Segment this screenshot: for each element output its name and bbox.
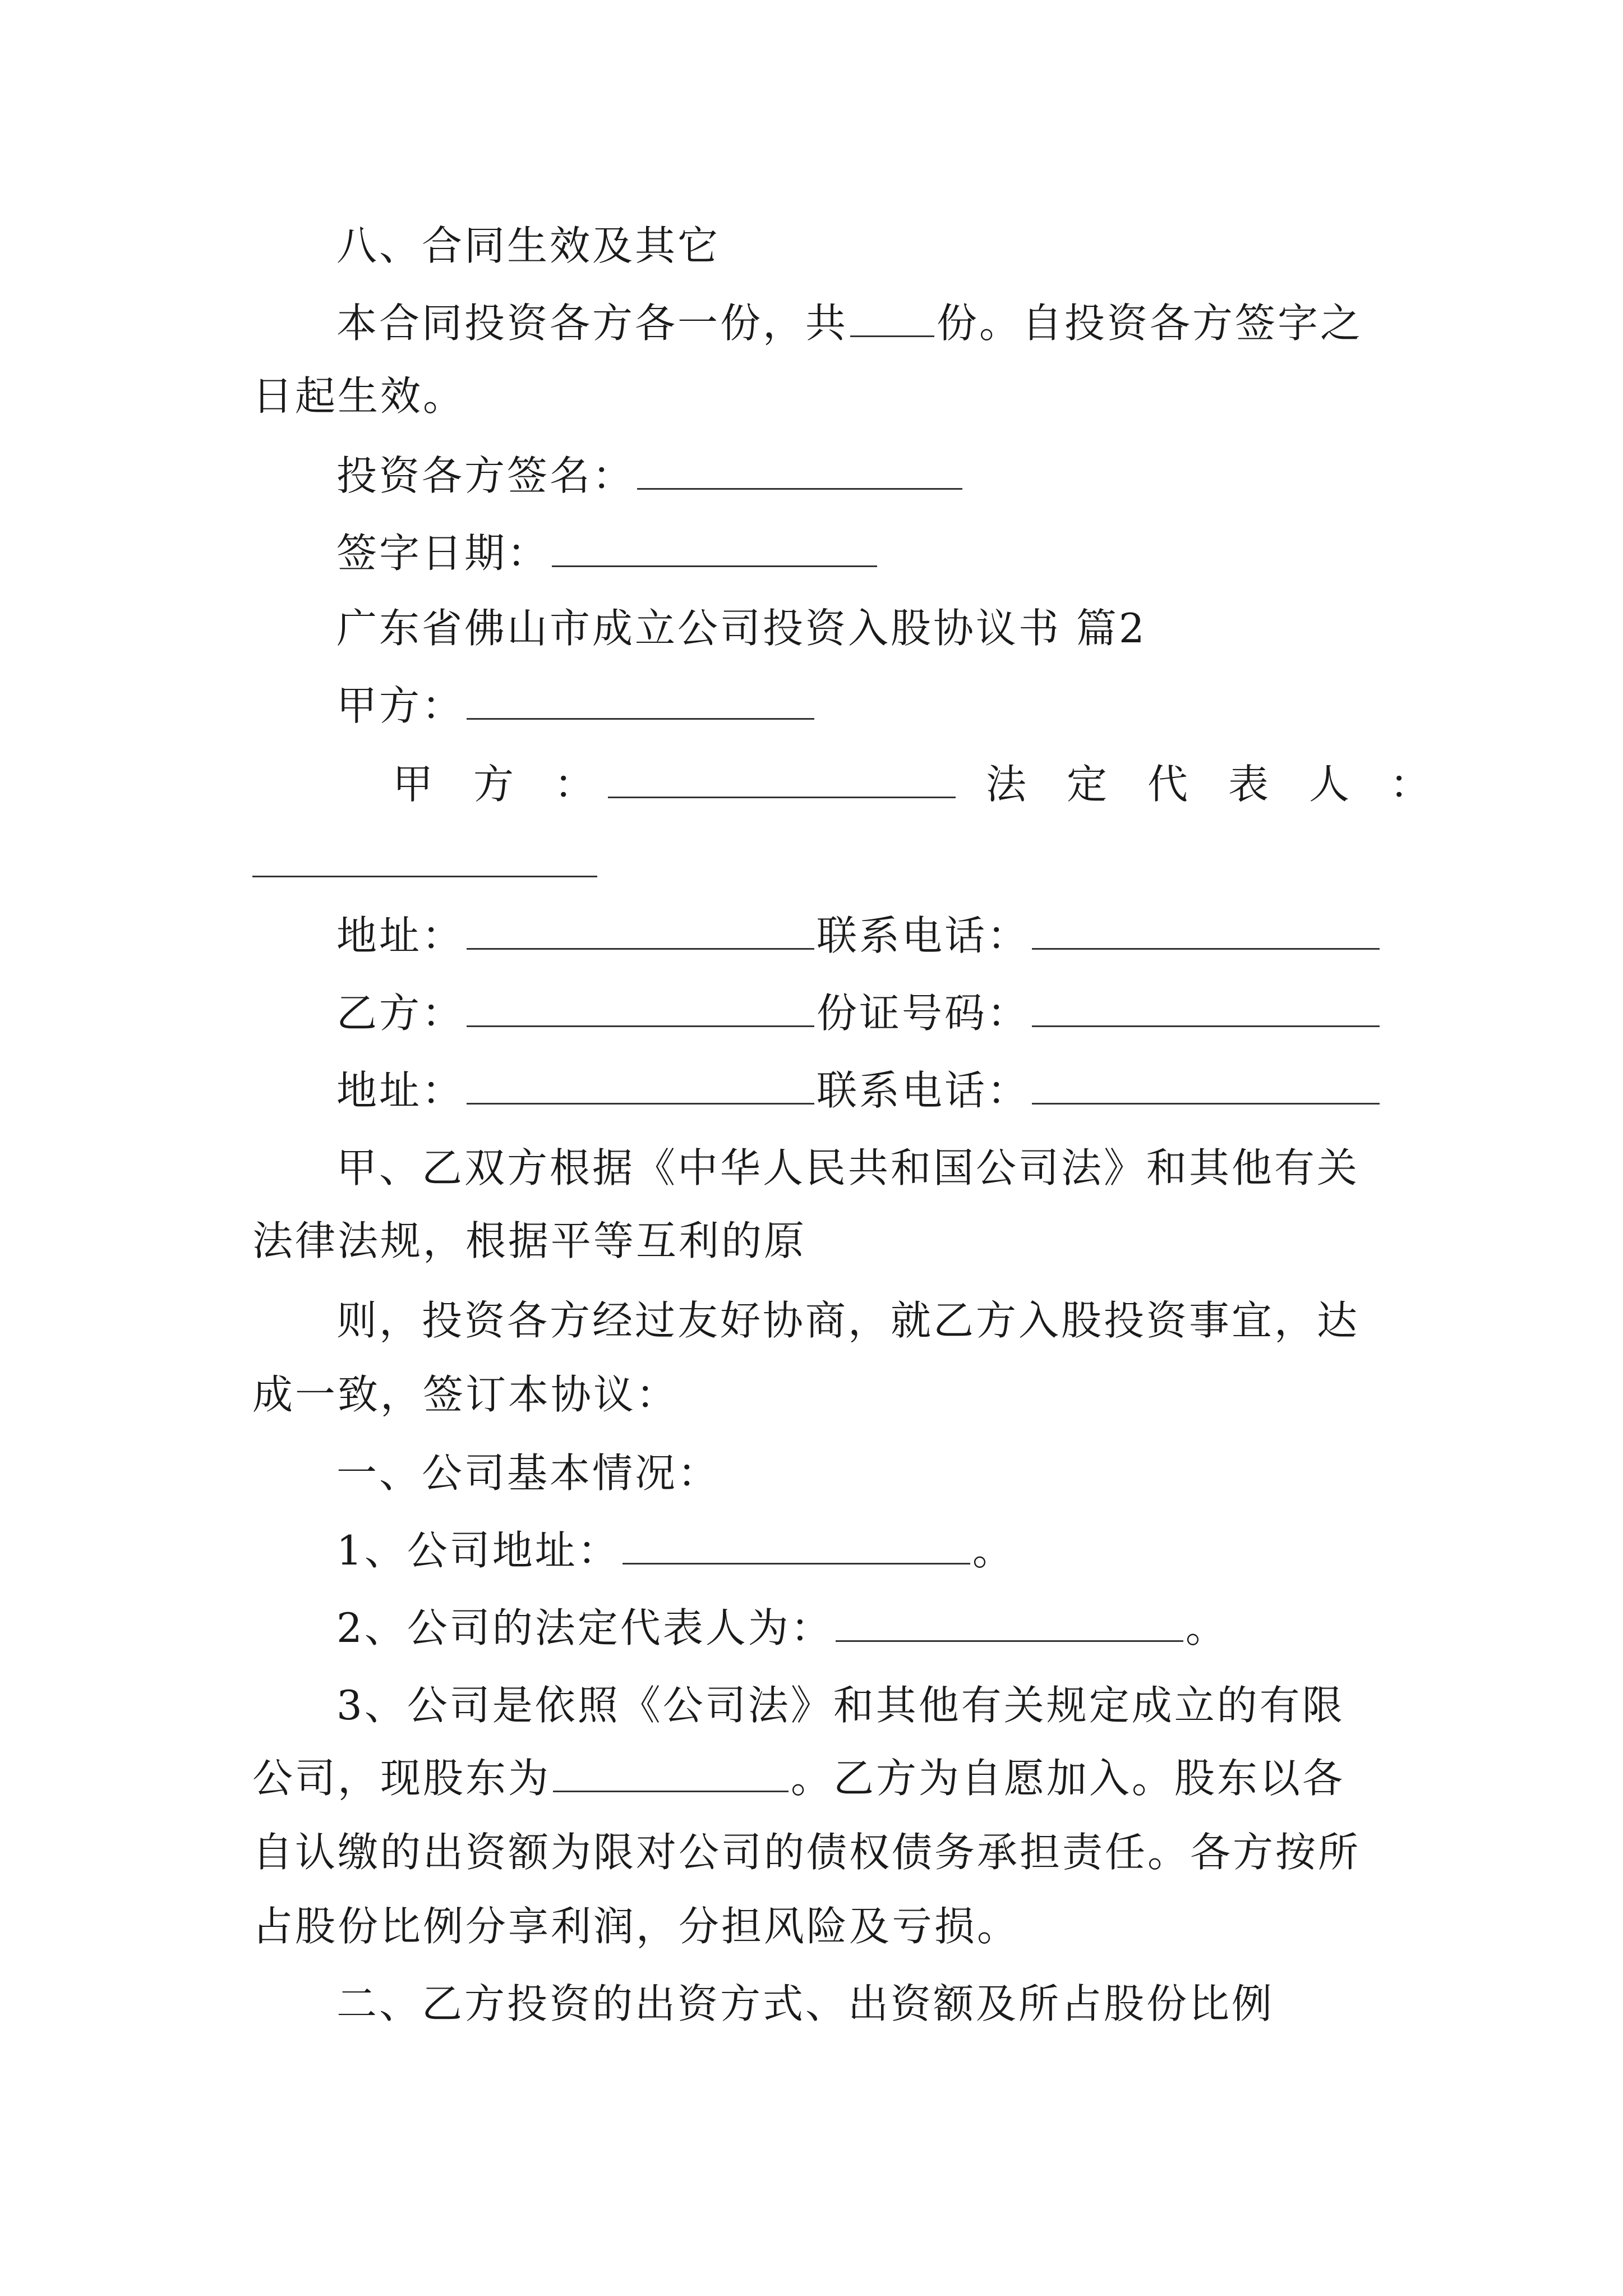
item1-line: 1、公司地址： 。 [336, 1527, 1015, 1574]
party-b-line: 乙方： 份证号码： [336, 986, 1382, 1040]
legal-rep-name-blank [836, 1608, 1183, 1642]
signature-blank [637, 455, 962, 490]
party-a-line: 甲方： [336, 679, 817, 733]
party-a-name-blank [608, 764, 956, 798]
item3-line-1: 3、公司是依照《公司法》和其他有关规定成立的有限 [336, 1682, 1345, 1729]
section2-title: 二、乙方投资的出资方式、出资额及所占股份比例 [336, 1980, 1275, 2027]
address-line-1: 地址： 联系电话： [336, 909, 1382, 963]
item3-line-2: 公司，现股东为 。乙方为自愿加入。股东以各 [252, 1755, 1345, 1802]
address-line-2: 地址： 联系电话： [336, 1064, 1382, 1117]
intro-line-4: 成一致，签订本协议： [252, 1371, 679, 1418]
item3-line-4: 占股份比例分享利润，分担风险及亏损。 [252, 1903, 1020, 1950]
section1-title: 一、公司基本情况： [336, 1450, 721, 1497]
section8-paragraph-line1: 本合同投资各方各一份，共 份。自投资各方签字之 [336, 300, 1363, 347]
legal-rep-blank [252, 843, 597, 877]
address-blank-2 [467, 1070, 814, 1105]
sign-date-line: 签字日期： [336, 526, 879, 580]
item2-line: 2、公司的法定代表人为： 。 [336, 1604, 1228, 1651]
party-a-spread-label: 甲 方 ： [393, 761, 595, 808]
address-blank-1 [467, 915, 814, 950]
section8-title: 八、合同生效及其它 [336, 222, 721, 269]
party-a-blank [467, 685, 814, 720]
phone-blank-1 [1032, 915, 1380, 950]
id-number-blank [1032, 993, 1380, 1027]
company-address-blank [623, 1530, 970, 1565]
item3-line-3: 自认缴的出资额为限对公司的债权债务承担责任。各方按所 [252, 1829, 1361, 1876]
intro-line-2: 法律法规，根据平等互利的原 [252, 1217, 807, 1264]
shareholders-blank [553, 1758, 789, 1792]
section8-paragraph-line2: 日起生效。 [252, 372, 466, 420]
copies-blank [850, 303, 934, 337]
intro-line-3: 则，投资各方经过友好协商，就乙方入股投资事宜，达 [336, 1297, 1360, 1344]
document-heading: 广东省佛山市成立公司投资入股协议书 篇2 [336, 605, 1147, 652]
legal-rep-spread-label: 法 定 代 表 人 ： [986, 761, 1431, 808]
signature-line: 投资各方签名： [336, 449, 965, 503]
intro-line-1: 甲、乙双方根据《中华人民共和国公司法》和其他有关 [336, 1144, 1360, 1191]
phone-blank-2 [1032, 1070, 1380, 1105]
sign-date-blank [552, 533, 877, 567]
party-b-blank [467, 993, 814, 1027]
